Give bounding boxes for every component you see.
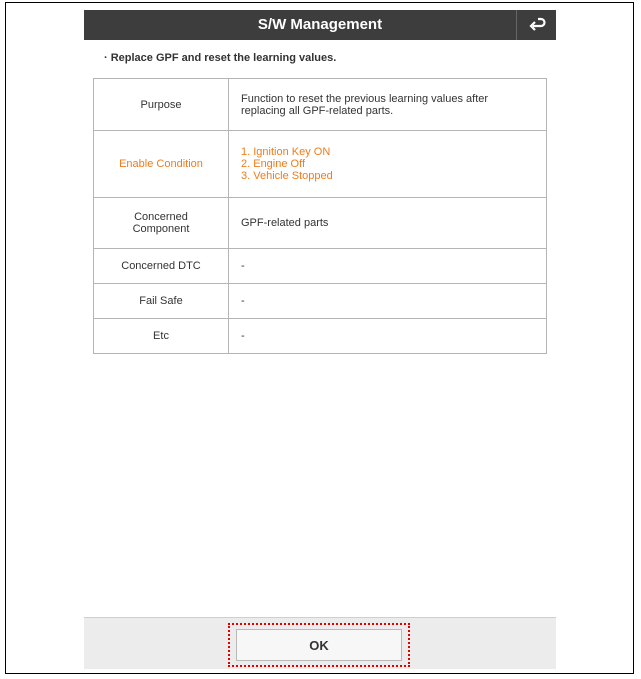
row-label-etc: Etc: [94, 319, 229, 354]
row-value-concerned-dtc: -: [229, 249, 547, 284]
instruction-text: · Replace GPF and reset the learning values.: [104, 52, 337, 64]
return-arrow-icon: [528, 17, 546, 33]
label-line: Concerned: [134, 211, 188, 223]
value-line: 3. Vehicle Stopped: [241, 170, 333, 182]
table-row: [94, 79, 547, 131]
header-bar: [84, 10, 556, 40]
page-title: S/W Management: [257, 16, 383, 33]
value-line: 2. Engine Off: [241, 158, 306, 170]
row-value-enable-condition: [229, 131, 547, 198]
footer-bar: [84, 617, 556, 669]
info-table: [93, 78, 547, 354]
ok-button[interactable]: OK: [236, 629, 402, 661]
table-row: [94, 249, 547, 284]
row-label-fail-safe: Fail Safe: [94, 284, 229, 319]
row-label-concerned-component: [94, 198, 229, 249]
value-line: 1. Ignition Key ON: [241, 146, 331, 158]
row-value-fail-safe: -: [229, 284, 547, 319]
table-row: [94, 198, 547, 249]
table-row: [94, 131, 547, 198]
row-label-enable-condition: Enable Condition: [94, 131, 229, 198]
row-label-purpose: Purpose: [94, 79, 229, 131]
back-button[interactable]: [516, 10, 556, 40]
label-line: Component: [132, 223, 190, 235]
row-value-purpose: [229, 79, 547, 131]
sw-management-screen: [84, 10, 556, 669]
value-line: replacing all GPF-related parts.: [241, 104, 394, 117]
table-row: [94, 319, 547, 354]
value-line: Function to reset the previous learning values after: [241, 92, 489, 105]
highlight-callout: [228, 623, 410, 667]
row-value-concerned-component: GPF-related parts: [229, 198, 547, 249]
row-value-etc: -: [229, 319, 547, 354]
row-label-concerned-dtc: Concerned DTC: [94, 249, 229, 284]
table-row: [94, 284, 547, 319]
